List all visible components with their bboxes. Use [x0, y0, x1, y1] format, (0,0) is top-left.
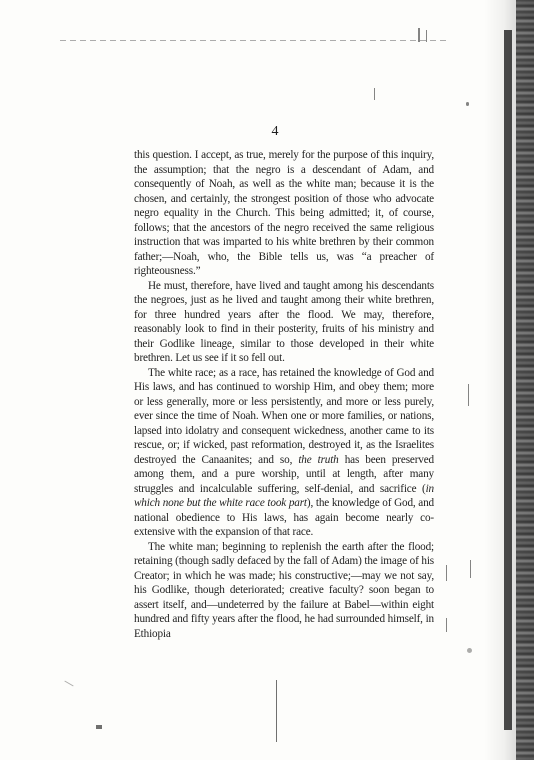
paragraph-p1 [134, 148, 434, 279]
paragraph-p2 [134, 279, 434, 366]
scan-artifact-mark [418, 28, 420, 42]
paragraph-text: ), the knowledge of God, and national obedience to His laws, has again become nearly co-extensive with the expansion of that race. [134, 497, 434, 538]
scan-artifact-mark [468, 384, 469, 406]
scan-artifact-mark [446, 618, 447, 632]
paragraph-text: He must, therefore, have lived and taught among his descendants the negroes, just as he lived and taught among their white brethren, for three hundred years after the flood. We may, therefore, reasonably look to find in their posterity, fruits of his ministry and their Godlike lineage, similar to those developed in their white brethren. Let us see if it so fell out. [134, 279, 434, 364]
body-text [134, 148, 434, 641]
scan-artifact-mark [470, 560, 471, 578]
scan-artifact-mark [276, 680, 277, 742]
scan-artifact-mark [466, 102, 469, 106]
paragraph-p3 [134, 366, 434, 540]
scan-artifact-mark [64, 681, 73, 687]
scan-artifact-mark [426, 30, 427, 42]
page-binding-edge [516, 0, 534, 760]
paragraph-p4 [134, 540, 434, 642]
scan-artifact-mark [96, 725, 102, 729]
italic-text: the truth [298, 453, 339, 466]
paragraph-text: The white man; beginning to replenish the earth after the flood; retaining (though sadly defaced by the fall of Adam) the image of his Creator; in which he was made; his constructive;—may we not say, his Godlike, though deteriorated; creative faculty? soon began to assert itself, and—undeterred by the failure at Babel—within eight hundred and fifty years after the flood, he had surrounded himself, in Ethiopia [134, 540, 434, 640]
paragraph-text: has been preserved among them, and a pure worship, until at length, after many struggles and incalculable suffering, self-denial, and sacrifice ( [134, 453, 434, 495]
scan-artifact-mark [467, 648, 472, 653]
scan-artifact-rule [60, 40, 450, 41]
page-number: 4 [271, 124, 279, 139]
scan-artifact-mark [446, 565, 447, 581]
paragraph-text: The white race; as a race, has retained the knowledge of God and His laws, and has continued to worship Him, and obey them; more or less generally, more or less persistently, and more or less purely, ever since the time of Noah. When one or more families, or nations, lapsed into idolatry and consequent wickedness, another came to its rescue, or; if wicked, past reformation, destroyed it, as the Israelites destroyed the Canaanites; and so, [134, 366, 434, 466]
paragraph-text: this question. I accept, as true, merely for the purpose of this inquiry, the assumption; that the negro is a descendant of Adam, and consequently of Noah, as well as the white man; because it is the chosen, and certainly, the strongest position of those who advocate negro equality in the Church. This being admitted; it, of course, follows; that the ancestors of the negro received the same religious instruction that was imparted to his white brethren by their common father;—Noah, who, the Bible tells us, was “a preacher of righteousness.” [134, 149, 434, 277]
scan-artifact-mark [374, 88, 375, 100]
italic-text: in which none but the white race took part [134, 482, 434, 509]
